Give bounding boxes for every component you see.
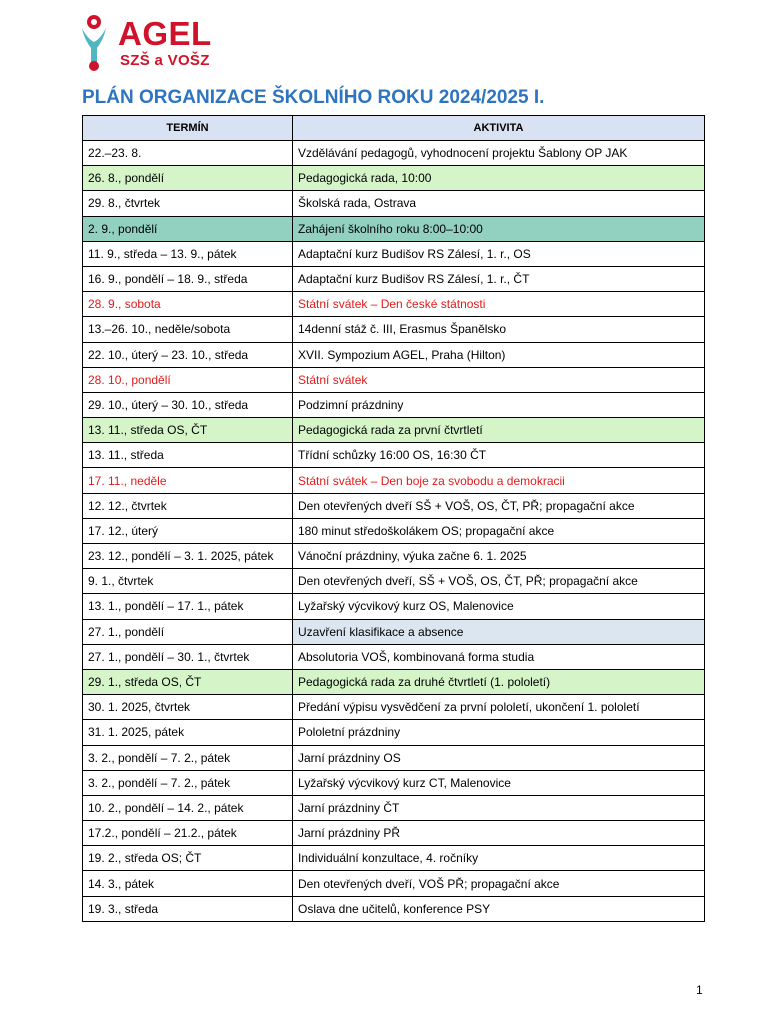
row-term: 19. 2., středa OS; ČT — [83, 846, 293, 871]
row-activity: 180 minut středoškolákem OS; propagační akce — [293, 518, 705, 543]
row-term: 31. 1. 2025, pátek — [83, 720, 293, 745]
row-activity: Státní svátek — [293, 367, 705, 392]
agel-figure-icon — [80, 14, 114, 72]
row-term: 17.2., pondělí – 21.2., pátek — [83, 821, 293, 846]
table-row — [83, 770, 705, 795]
row-activity: Den otevřených dveří, SŠ + VOŠ, OS, ČT, PŘ; propagační akce — [293, 569, 705, 594]
row-term: 13.–26. 10., neděle/sobota — [83, 317, 293, 342]
row-activity: Vzdělávání pedagogů, vyhodnocení projektu Šablony OP JAK — [293, 141, 705, 166]
table-row — [83, 644, 705, 669]
row-activity: Vánoční prázdniny, výuka začne 6. 1. 2025 — [293, 544, 705, 569]
table-row — [83, 518, 705, 543]
table-row — [83, 166, 705, 191]
row-term: 17. 11., neděle — [83, 468, 293, 493]
row-term: 28. 10., pondělí — [83, 367, 293, 392]
table-row — [83, 695, 705, 720]
row-term: 29. 8., čtvrtek — [83, 191, 293, 216]
row-term: 13. 11., středa — [83, 443, 293, 468]
row-activity: Lyžařský výcvikový kurz CT, Malenovice — [293, 770, 705, 795]
table-row — [83, 669, 705, 694]
logo-wordmark: AGEL — [118, 15, 212, 52]
row-activity: Pedagogická rada, 10:00 — [293, 166, 705, 191]
schedule-table — [82, 115, 705, 922]
row-term: 22. 10., úterý – 23. 10., středa — [83, 342, 293, 367]
table-row — [83, 544, 705, 569]
row-activity: XVII. Sympozium AGEL, Praha (Hilton) — [293, 342, 705, 367]
table-row — [83, 392, 705, 417]
row-term: 27. 1., pondělí — [83, 619, 293, 644]
row-term: 29. 1., středa OS, ČT — [83, 669, 293, 694]
table-row — [83, 795, 705, 820]
table-row — [83, 493, 705, 518]
row-activity: Školská rada, Ostrava — [293, 191, 705, 216]
row-term: 11. 9., středa – 13. 9., pátek — [83, 241, 293, 266]
row-term: 10. 2., pondělí – 14. 2., pátek — [83, 795, 293, 820]
row-activity: Jarní prázdniny PŘ — [293, 821, 705, 846]
row-activity: Státní svátek – Den české státnosti — [293, 292, 705, 317]
row-term: 30. 1. 2025, čtvrtek — [83, 695, 293, 720]
table-row — [83, 418, 705, 443]
row-activity: Zahájení školního roku 8:00–10:00 — [293, 216, 705, 241]
page-number: 1 — [696, 983, 703, 997]
row-activity: Uzavření klasifikace a absence — [293, 619, 705, 644]
row-term: 3. 2., pondělí – 7. 2., pátek — [83, 745, 293, 770]
agel-logo — [80, 14, 240, 72]
row-activity: Pedagogická rada za první čtvrtletí — [293, 418, 705, 443]
row-activity: Individuální konzultace, 4. ročníky — [293, 846, 705, 871]
table-row — [83, 241, 705, 266]
row-activity: Podzimní prázdniny — [293, 392, 705, 417]
row-term: 29. 10., úterý – 30. 10., středa — [83, 392, 293, 417]
document-title: PLÁN ORGANIZACE ŠKOLNÍHO ROKU 2024/2025 I. — [82, 87, 545, 108]
row-activity: Den otevřených dveří, VOŠ PŘ; propagační akce — [293, 871, 705, 896]
row-activity: Jarní prázdniny ČT — [293, 795, 705, 820]
table-row — [83, 317, 705, 342]
table-row — [83, 871, 705, 896]
table-row — [83, 619, 705, 644]
table-row — [83, 468, 705, 493]
row-activity: Absolutoria VOŠ, kombinovaná forma studia — [293, 644, 705, 669]
row-activity: Předání výpisu vysvědčení za první pololetí, ukončení 1. pololetí — [293, 695, 705, 720]
table-row — [83, 216, 705, 241]
row-term: 28. 9., sobota — [83, 292, 293, 317]
row-term: 26. 8., pondělí — [83, 166, 293, 191]
table-row — [83, 443, 705, 468]
header-term: TERMÍN — [83, 116, 293, 141]
table-row — [83, 594, 705, 619]
table-row — [83, 342, 705, 367]
table-row — [83, 292, 705, 317]
header-activity: AKTIVITA — [293, 116, 705, 141]
row-activity: Třídní schůzky 16:00 OS, 16:30 ČT — [293, 443, 705, 468]
row-term: 13. 1., pondělí – 17. 1., pátek — [83, 594, 293, 619]
row-activity: Pedagogická rada za druhé čtvrtletí (1. pololetí) — [293, 669, 705, 694]
row-term: 3. 2., pondělí – 7. 2., pátek — [83, 770, 293, 795]
table-row — [83, 720, 705, 745]
row-term: 27. 1., pondělí – 30. 1., čtvrtek — [83, 644, 293, 669]
table-row — [83, 141, 705, 166]
row-activity: Adaptační kurz Budišov RS Zálesí, 1. r., OS — [293, 241, 705, 266]
row-activity: Jarní prázdniny OS — [293, 745, 705, 770]
row-term: 22.–23. 8. — [83, 141, 293, 166]
table-row — [83, 846, 705, 871]
row-activity: Pololetní prázdniny — [293, 720, 705, 745]
table-body — [83, 141, 705, 922]
row-activity: Den otevřených dveří SŠ + VOŠ, OS, ČT, PŘ; propagační akce — [293, 493, 705, 518]
logo-subtitle: SZŠ a VOŠZ — [120, 52, 210, 69]
row-activity: Lyžařský výcvikový kurz OS, Malenovice — [293, 594, 705, 619]
row-term: 19. 3., středa — [83, 896, 293, 921]
row-term: 14. 3., pátek — [83, 871, 293, 896]
row-term: 13. 11., středa OS, ČT — [83, 418, 293, 443]
row-activity: Oslava dne učitelů, konference PSY — [293, 896, 705, 921]
row-term: 16. 9., pondělí – 18. 9., středa — [83, 266, 293, 291]
table-row — [83, 821, 705, 846]
table-row — [83, 266, 705, 291]
row-term: 12. 12., čtvrtek — [83, 493, 293, 518]
row-activity: Adaptační kurz Budišov RS Zálesí, 1. r., ČT — [293, 266, 705, 291]
table-row — [83, 367, 705, 392]
row-term: 23. 12., pondělí – 3. 1. 2025, pátek — [83, 544, 293, 569]
row-activity: Státní svátek – Den boje za svobodu a demokracii — [293, 468, 705, 493]
row-term: 2. 9., pondělí — [83, 216, 293, 241]
row-term: 17. 12., úterý — [83, 518, 293, 543]
table-header-row — [83, 116, 705, 141]
table-row — [83, 896, 705, 921]
row-activity: 14denní stáž č. III, Erasmus Španělsko — [293, 317, 705, 342]
row-term: 9. 1., čtvrtek — [83, 569, 293, 594]
table-row — [83, 569, 705, 594]
table-row — [83, 191, 705, 216]
table-row — [83, 745, 705, 770]
